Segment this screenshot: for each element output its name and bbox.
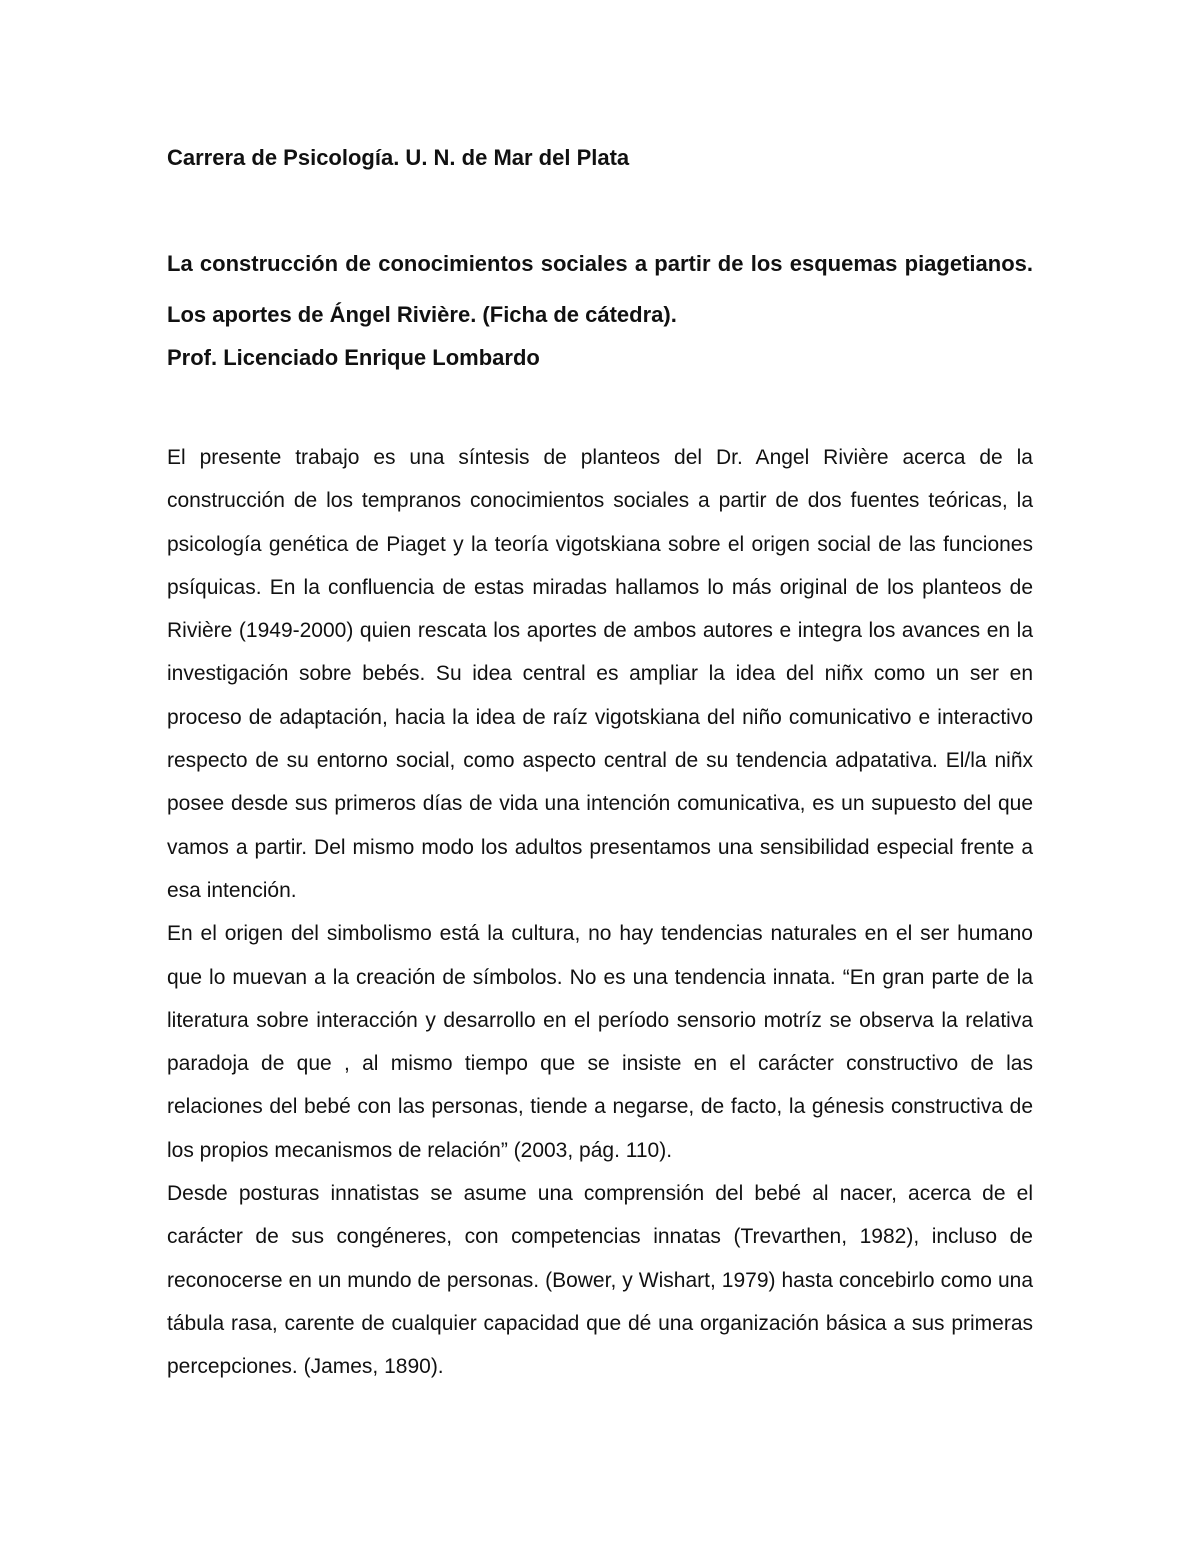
title-block (167, 238, 1033, 376)
paragraph-1: El presente trabajo es una síntesis de planteos del Dr. Angel Rivière acerca de la construcción de los tempranos conocimientos sociales a partir de dos fuentes teóricas, la psicología genética de Piaget y la teoría vigotskiana sobre el origen social de las funciones psíquicas. En la confluencia de estas miradas hallamos lo más original de los planteos de Rivière (1949-2000) quien rescata los aportes de ambos autores e integra los avances en la investigación sobre bebés. Su idea central es ampliar la idea del niñx como un ser en proceso de adaptación, hacia la idea de raíz vigotskiana del niño comunicativo e interactivo respecto de su entorno social, como aspecto central de su tendencia adpatativa. El/la niñx posee desde sus primeros días de vida una intención comunicativa, es un supuesto del que vamos a partir. Del mismo modo los adultos presentamos una sensibilidad especial frente a esa intención. (167, 446, 1033, 902)
institution-heading: Carrera de Psicología. U. N. de Mar del Plata (167, 145, 630, 170)
document-page (167, 0, 1033, 1553)
document-title: La construcción de conocimientos sociales a partir de los esquemas piagetianos. Los aportes de Ángel Rivière. (Ficha de cátedra). (167, 251, 1033, 327)
paragraph-2: En el origen del simbolismo está la cultura, no hay tendencias naturales en el ser humano que lo muevan a la creación de símbolos. No es una tendencia innata. “En gran parte de la literatura sobre interacción y desarrollo en el período sensorio motríz se observa la relativa paradoja de que , al mismo tiempo que se insiste en el carácter constructivo de las relaciones del bebé con las personas, tiende a negarse, de facto, la génesis constructiva de los propios mecanismos de relación” (2003, pág. 110). (167, 922, 1033, 1162)
author-line: Prof. Licenciado Enrique Lombardo (167, 345, 540, 370)
body-text (167, 436, 1033, 1389)
paragraph-3: Desde posturas innatistas se asume una comprensión del bebé al nacer, acerca de el carácter de sus congéneres, con competencias innatas (Trevarthen, 1982), incluso de reconocerse en un mundo de personas. (Bower, y Wishart, 1979) hasta concebirlo como una tábula rasa, carente de cualquier capacidad que dé una organización básica a sus primeras percepciones. (James, 1890). (167, 1182, 1033, 1379)
